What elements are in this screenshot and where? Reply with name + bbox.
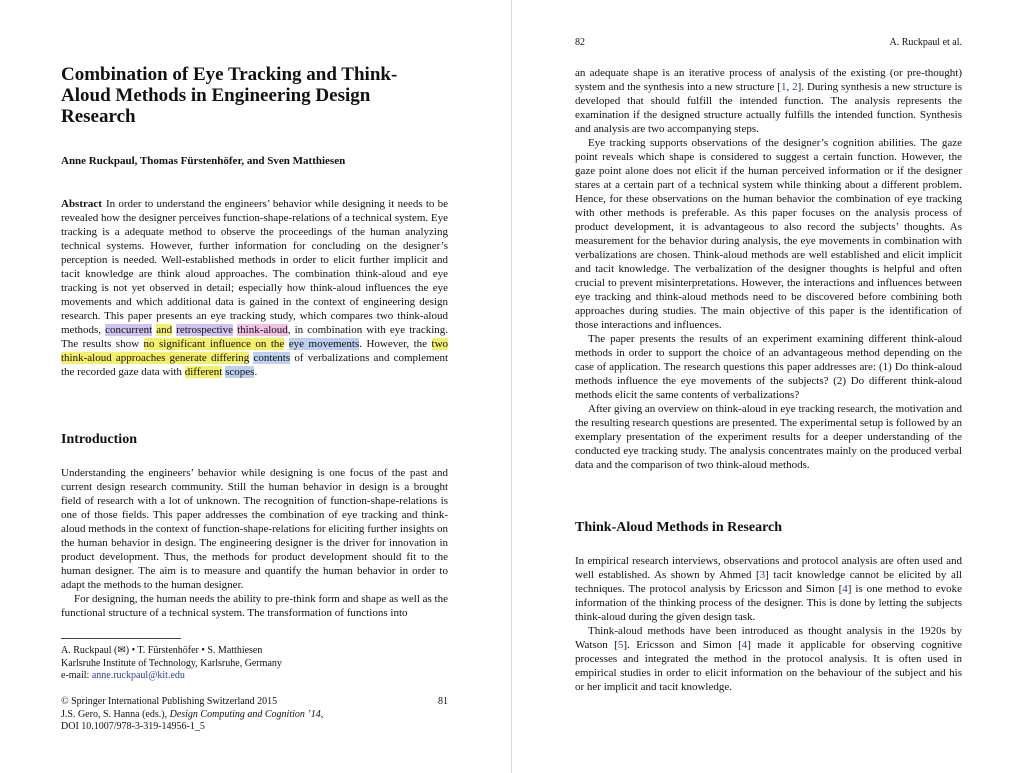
intro-paragraph-2: For designing, the human needs the ability to pre-think form and shape as well as the functional structure of a technical system. The transformation of functions into [61,593,448,619]
paragraph-3: The paper presents the results of an experiment examining different think-aloud methods in order to support the choice of an advantageous method depending on the case of application. The research questions this paper addresses are: (1) Do think-aloud methods influence the eye movements of the subjects? (2) Do different think-aloud methods elicit the same contents of verbalizations? [575,333,962,401]
citation-line [61,709,448,722]
citation-book-title: Design Computing and Cognition ’14 [169,708,321,720]
section-heading: Think-Aloud Methods in Research [575,520,783,535]
left-page [0,0,511,773]
paragraph-1 [575,66,962,136]
paragraph-2: Eye tracking supports observations of the designer’s cognition abilities. The gaze point reveals which shape is considered to suggest a certain function. However, the gaze point alone does not elicit if the human perceived information or if the designer stares at a certain part of a technical system while thinking about a different problem. Hence, for these observations on the human behavior the combination of eye tracking with other methods is preferable. As this paper focuses on the analysis process of product development, it is advantageous to also record the subjects’ thoughts. As measurement for the behavior during analysis, the eye movements in combination with verbalizations are chosen. Think-aloud methods are well established and elicit implicit and tacit knowledge. The verbalization of the designer thoughts is helpful and often crucial to prevent misinterpretations. However, the interactions and influences between eye tracking and think-aloud methods need to be discovered before combining both approaches during studies. The main objective of this paper is the identification of those interactions and influences. [575,137,962,331]
highlight-eye-movements: eye movements [288,338,360,350]
footnote-names: A. Ruckpaul (✉) • T. Fürstenhöfer • S. Matthiesen [61,645,263,656]
footnote-email-line [61,670,448,683]
publication-footer [61,696,448,734]
citation-prefix: J.S. Gero, S. Hanna (eds.), [61,708,168,720]
paragraph-4: After giving an overview on think-aloud in eye tracking research, the motivation and the resulting research questions are presented. The experimental setup is followed by an exemplary presentation of the experiment results for a deeper understanding of the conducted eye tracking study. The analysis concentrates mainly on the produced verbal data and the comparison of two think-aloud methods. [575,403,962,471]
section-paragraph-2 [575,624,962,694]
citation-link-4[interactable]: 4 [842,583,848,595]
section-paragraph-1 [575,554,962,624]
text-run: ]. During synthesis a new structure is developed that should fulfill the intended function. The analysis represents the examination if the designed structure actually fulfills the intended function. Synthesis and analysis are two accompanying steps. [575,81,963,135]
highlight-think-aloud: think-aloud [237,324,288,336]
abstract-text: , in combination with eye tracking. The results show [61,324,449,350]
page-number: 81 [438,696,448,707]
text-run: ]. Ericsson and Simon [ [623,639,742,651]
page-number: 82 [575,37,585,48]
footnote [61,645,448,683]
text-run: Think-aloud methods have been introduced as thought analysis in the 1920s by Watson [ [575,625,962,651]
highlight-no-significant-influence: no significant influence on the [143,338,285,350]
footnote-rule [61,638,181,639]
text-run: , [786,81,793,93]
author-list: Anne Ruckpaul, Thomas Fürstenhöfer, and Sven Matthiesen [61,155,346,167]
highlight-two-think-aloud-approaches: two think-aloud approaches generate differing [61,338,449,364]
doi-line: DOI 10.1007/978-3-319-14956-1_5 [61,721,205,732]
citation-link-3[interactable]: 3 [759,569,766,581]
running-head-authors: A. Ruckpaul et al. [889,37,962,48]
highlight-retrospective: retrospective [176,324,233,336]
citation-suffix: , [320,708,324,720]
highlight-scopes: scopes [225,366,255,378]
right-body-top [575,66,962,472]
email-link[interactable]: anne.ruckpaul@kit.edu [91,670,185,681]
intro-paragraph-1: Understanding the engineers’ behavior while designing is one focus of the past and current design research community. Still the human behavior in design is a brought field of research with a lot of unknown. The recognition of function-shape-relations is one of those fields. This paper addresses the combination of eye tracking and think-aloud methods in the context of function-shape-relations for eliciting further insights on the human behavior in design. The engineering designer is the driver for innovation in product development. Thus, the methods for product development should fit to the human designer. The aim is to measure and quantify the human behavior in order to adapt the methods to the human designer. [61,467,448,591]
abstract-label: Abstract [61,198,102,210]
footnote-email-label: e-mail: [61,670,90,681]
text-run: In empirical research interviews, observations and protocol analysis are often used and well established. As shown by Ahmed [ [575,555,962,581]
abstract-text: In order to understand the engineers’ behavior while designing it needs to be revealed how the designer perceives function-shape-relations of a technical system. Eye tracking is a adequate method to observe the proceedings of the human analyzing technical systems. However, further information for concluding on the designer’s perception is needed. Well-established methods in order to elicit further implicit and tacit knowledge are think aloud approaches. The combination think-aloud and eye tracking is not yet observed in detail; especially how think-aloud influences the eye movements and which additional data is gained in the context of engineering design research. This paper presents an eye tracking study, which compares two think-aloud methods, [61,198,448,336]
text-run: an adequate shape is an iterative process of analysis of the existing (or pre-thought) system and the synthesis into a new structure [ [575,67,962,93]
citation-link-1[interactable]: 1 [780,81,787,93]
citation-link-4[interactable]: 4 [741,639,748,651]
abstract-text: . However, the [359,338,428,350]
footnote-affiliation: Karlsruhe Institute of Technology, Karlsruhe, Germany [61,657,282,669]
running-header [575,37,962,51]
introduction-heading: Introduction [61,432,137,447]
text-run: ] is one method to evoke information of the thinking process of the designer. This is done by letting the subjects think-aloud during the given design task. [575,583,963,623]
text-run: ] made it applicable for observing cognitive processes and integrated the method in the protocol analysis. It is often used in empirical studies in order to elicit information on the behaviour of the subject and his or her implicit and tacit knowledge. [575,639,963,693]
highlight-different: different [184,366,223,378]
introduction-body [61,466,448,620]
right-page [512,0,1024,773]
highlight-concurrent: concurrent [105,324,153,336]
right-body-section [575,554,962,694]
abstract [61,197,448,379]
copyright-text: © Springer International Publishing Switzerland 2015 [61,696,278,707]
text-run: ] tacit knowledge cannot be elicited by all techniques. The protocol analysis by Ericsson and Simon [ [575,569,962,595]
abstract-text: of verbalizations and complement the recorded gaze data with [61,352,448,378]
paper-title: Combination of Eye Tracking and Think-Aloud Methods in Engineering Design Research [61,64,398,127]
abstract-paragraph [61,197,448,379]
citation-link-2[interactable]: 2 [792,81,798,93]
highlight-and: and [156,324,173,336]
copyright-line [61,696,448,709]
highlight-contents: contents [253,352,291,364]
abstract-text: . [254,366,258,378]
citation-link-5[interactable]: 5 [617,639,624,651]
